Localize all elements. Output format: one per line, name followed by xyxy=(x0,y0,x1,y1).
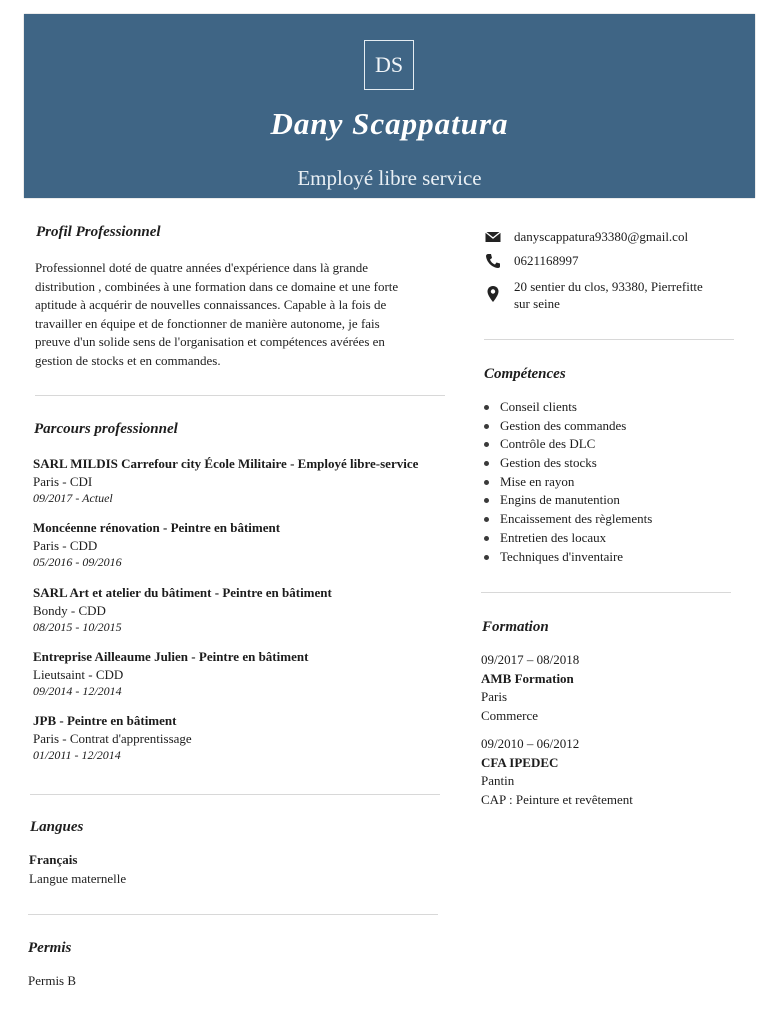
education-school: CFA IPEDEC xyxy=(481,754,559,770)
job-entry xyxy=(33,648,308,701)
job-dates: 01/2011 - 12/2014 xyxy=(33,748,121,762)
job-role: - Peintre en bâtiment xyxy=(159,520,281,535)
job-entry xyxy=(33,712,192,765)
education-school: AMB Formation xyxy=(481,670,574,686)
profile-line: aptitude à acquérir de nouvelles connaissances. Capable à la fois de xyxy=(35,297,387,312)
skill-item xyxy=(482,491,652,510)
skills-heading: Compétences xyxy=(484,366,566,382)
bullet-icon xyxy=(484,517,489,522)
education-city: Pantin xyxy=(481,773,515,788)
job-company: JPB xyxy=(33,713,57,728)
skills-list xyxy=(482,398,652,566)
job-company: SARL Art et atelier du bâtiment xyxy=(33,585,212,600)
skill-label: Contrôle des DLC xyxy=(500,436,596,452)
bullet-icon xyxy=(484,442,489,447)
bullet-icon xyxy=(484,536,489,541)
skill-label: Techniques d'inventaire xyxy=(500,548,624,564)
experience-heading: Parcours professionnel xyxy=(34,421,178,437)
divider xyxy=(30,794,440,795)
job-location: Paris - CDI xyxy=(33,473,93,489)
language-entry xyxy=(29,851,126,888)
language-level: Langue maternelle xyxy=(29,870,127,886)
job-entry xyxy=(33,519,280,572)
profile-line: preuve d'un solide sens de l'organisation et compétences avérées en xyxy=(35,334,385,349)
job-role: - Peintre en bâtiment xyxy=(211,585,332,600)
education-program: Commerce xyxy=(481,707,539,723)
divider xyxy=(28,914,438,915)
skill-label: Encaissement des règlements xyxy=(500,511,653,527)
job-dates: 05/2016 - 09/2016 xyxy=(33,555,122,569)
skill-item xyxy=(482,473,652,492)
job-role: - Peintre en bâtiment xyxy=(188,649,309,664)
profile-line: gestion de stocks et en commandes. xyxy=(35,352,221,368)
candidate-name: Dany Scappatura xyxy=(270,106,509,141)
envelope-icon xyxy=(484,228,502,246)
job-dates: 09/2014 - 12/2014 xyxy=(33,684,122,698)
permits-heading: Permis xyxy=(28,940,72,956)
languages-heading: Langues xyxy=(30,819,84,835)
skill-label: Entretien des locaux xyxy=(500,529,607,545)
job-entry xyxy=(33,455,418,508)
skill-item xyxy=(482,454,652,473)
job-location: Paris - CDD xyxy=(33,537,98,553)
job-title: Employé libre service xyxy=(297,166,482,190)
skill-item xyxy=(482,510,652,529)
skill-label: Conseil clients xyxy=(500,399,577,414)
education-heading: Formation xyxy=(482,619,549,635)
profile-line: distribution , combinées à une formation dans ce domaine et une forte xyxy=(35,278,399,294)
profile-text xyxy=(35,259,455,370)
education-dates: 09/2010 – 06/2012 xyxy=(481,736,580,751)
skill-item xyxy=(482,435,652,454)
job-location: Lieutsaint - CDD xyxy=(33,666,124,682)
job-entry xyxy=(33,584,332,637)
skill-label: Gestion des stocks xyxy=(500,455,597,471)
job-title-line xyxy=(33,584,332,602)
job-title-line xyxy=(33,648,308,666)
education-city: Paris xyxy=(481,689,507,704)
contact-address-line: sur seine xyxy=(514,296,560,311)
bullet-icon xyxy=(484,498,489,503)
job-company: SARL MILDIS Carrefour city École Militaire xyxy=(33,456,287,471)
job-company: Entreprise Ailleaume Julien xyxy=(33,649,189,664)
bullet-icon xyxy=(484,424,489,429)
job-title-line xyxy=(33,712,192,730)
job-location: Paris - Contrat d'apprentissage xyxy=(33,730,192,746)
contact-phone[interactable]: 0621168997 xyxy=(514,253,579,268)
skill-item xyxy=(482,529,652,548)
job-title-line xyxy=(33,519,280,537)
divider xyxy=(35,395,445,396)
skill-item xyxy=(482,548,652,567)
job-location: Bondy - CDD xyxy=(33,602,106,618)
job-role: - Peintre en bâtiment xyxy=(56,713,177,728)
job-role: - Employé libre-service xyxy=(286,456,419,471)
divider xyxy=(481,592,731,593)
job-dates: 09/2017 - Actuel xyxy=(33,491,113,505)
profile-line: Professionnel doté de quatre années d'expérience dans là grande xyxy=(35,260,368,275)
resume-header xyxy=(24,14,755,198)
monogram-badge: DS xyxy=(364,40,414,90)
contact-address-line: 20 sentier du clos, 93380, Pierrefitte xyxy=(514,279,703,294)
profile-heading: Profil Professionnel xyxy=(36,224,161,240)
skill-item xyxy=(482,417,652,436)
divider xyxy=(484,339,734,340)
permit-value: Permis B xyxy=(28,973,77,988)
contact-address xyxy=(514,278,754,312)
bullet-icon xyxy=(484,480,489,485)
education-entry xyxy=(481,735,633,809)
language-name: Français xyxy=(29,852,78,867)
skill-label: Engins de manutention xyxy=(500,492,620,508)
phone-icon xyxy=(484,252,502,270)
skill-item xyxy=(482,398,652,417)
profile-line: travailler en équipe et de fonctionner de manière autonome, je fais xyxy=(35,315,380,331)
bullet-icon xyxy=(484,461,489,466)
contact-email[interactable]: danyscappatura93380@gmail.col xyxy=(514,229,689,244)
job-dates: 08/2015 - 10/2015 xyxy=(33,620,122,634)
skill-label: Mise en rayon xyxy=(500,473,575,489)
map-pin-icon xyxy=(484,285,502,303)
education-dates: 09/2017 – 08/2018 xyxy=(481,652,580,667)
job-company: Moncéenne rénovation xyxy=(33,520,160,535)
job-title-line xyxy=(33,455,418,473)
bullet-icon xyxy=(484,405,489,410)
skill-label: Gestion des commandes xyxy=(500,417,627,433)
education-entry xyxy=(481,651,579,725)
education-program: CAP : Peinture et revêtement xyxy=(481,791,633,807)
bullet-icon xyxy=(484,555,489,560)
